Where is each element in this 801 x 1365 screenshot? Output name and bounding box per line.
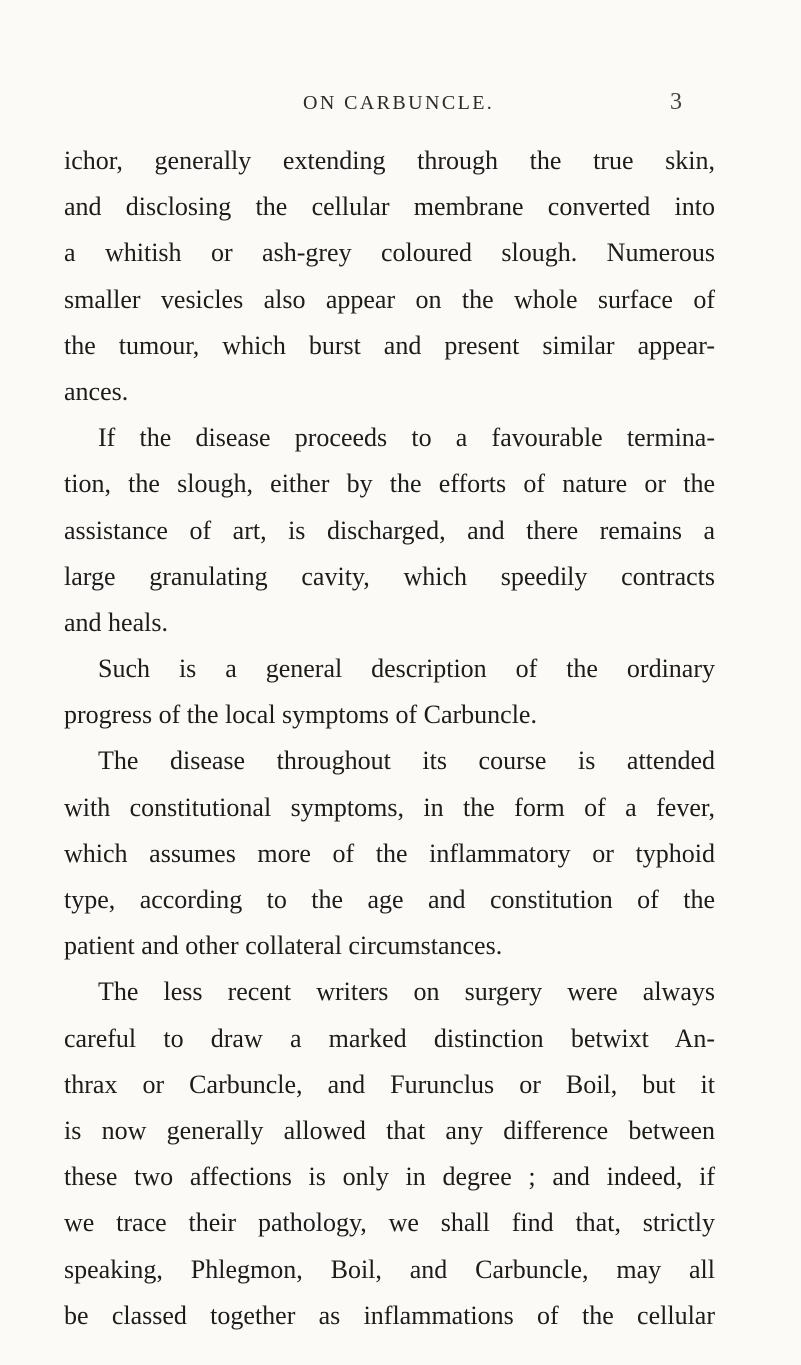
- text-line: The less recent writers on surgery were always: [98, 977, 715, 1007]
- text-line: ances.: [64, 376, 129, 406]
- text-line: large granulating cavity, which speedily contracts: [64, 561, 715, 591]
- text-line: careful to draw a marked distinction betwixt An-: [64, 1023, 715, 1053]
- text-line: type, according to the age and constitution of the: [64, 885, 715, 914]
- text-line: progress of the local symptoms of Carbuncle.: [64, 700, 537, 730]
- text-line: patient and other collateral circumstances.: [64, 931, 503, 961]
- text-line: and disclosing the cellular membrane converted into: [64, 192, 715, 222]
- text-line: which assumes more of the inflammatory or typhoid: [64, 838, 715, 868]
- text-line: assistance of art, is discharged, and there remains a: [64, 515, 715, 545]
- text-line: ichor, generally extending through the true skin,: [64, 146, 715, 175]
- text-line: If the disease proceeds to a favourable termina-: [98, 423, 715, 453]
- text-line: a whitish or ash-grey coloured slough. Numerous: [64, 238, 715, 268]
- text-line: tion, the slough, either by the efforts of nature or the: [64, 469, 715, 499]
- text-line: these two affections is only in degree ; and indeed, if: [64, 1162, 715, 1192]
- body-text: [64, 138, 715, 1339]
- text-line: is now generally allowed that any difference between: [64, 1115, 715, 1145]
- text-line: thrax or Carbuncle, and Furunclus or Boil, but it: [64, 1069, 715, 1099]
- text-line: Such is a general description of the ordinary: [98, 654, 715, 684]
- text-line: we trace their pathology, we shall find that, strictly: [64, 1208, 715, 1238]
- text-line: be classed together as inflammations of the cellular: [64, 1300, 715, 1330]
- page-number: 3: [670, 89, 682, 115]
- text-line: speaking, Phlegmon, Boil, and Carbuncle, may all: [64, 1254, 715, 1284]
- text-line: The disease throughout its course is attended: [98, 746, 715, 776]
- running-head: [0, 89, 801, 122]
- text-line: the tumour, which burst and present similar appear-: [64, 330, 715, 360]
- running-title: ON CARBUNCLE.: [303, 92, 495, 114]
- text-line: with constitutional symptoms, in the form of a fever,: [64, 792, 715, 822]
- text-line: smaller vesicles also appear on the whole surface of: [64, 284, 715, 314]
- text-line: and heals.: [64, 607, 168, 637]
